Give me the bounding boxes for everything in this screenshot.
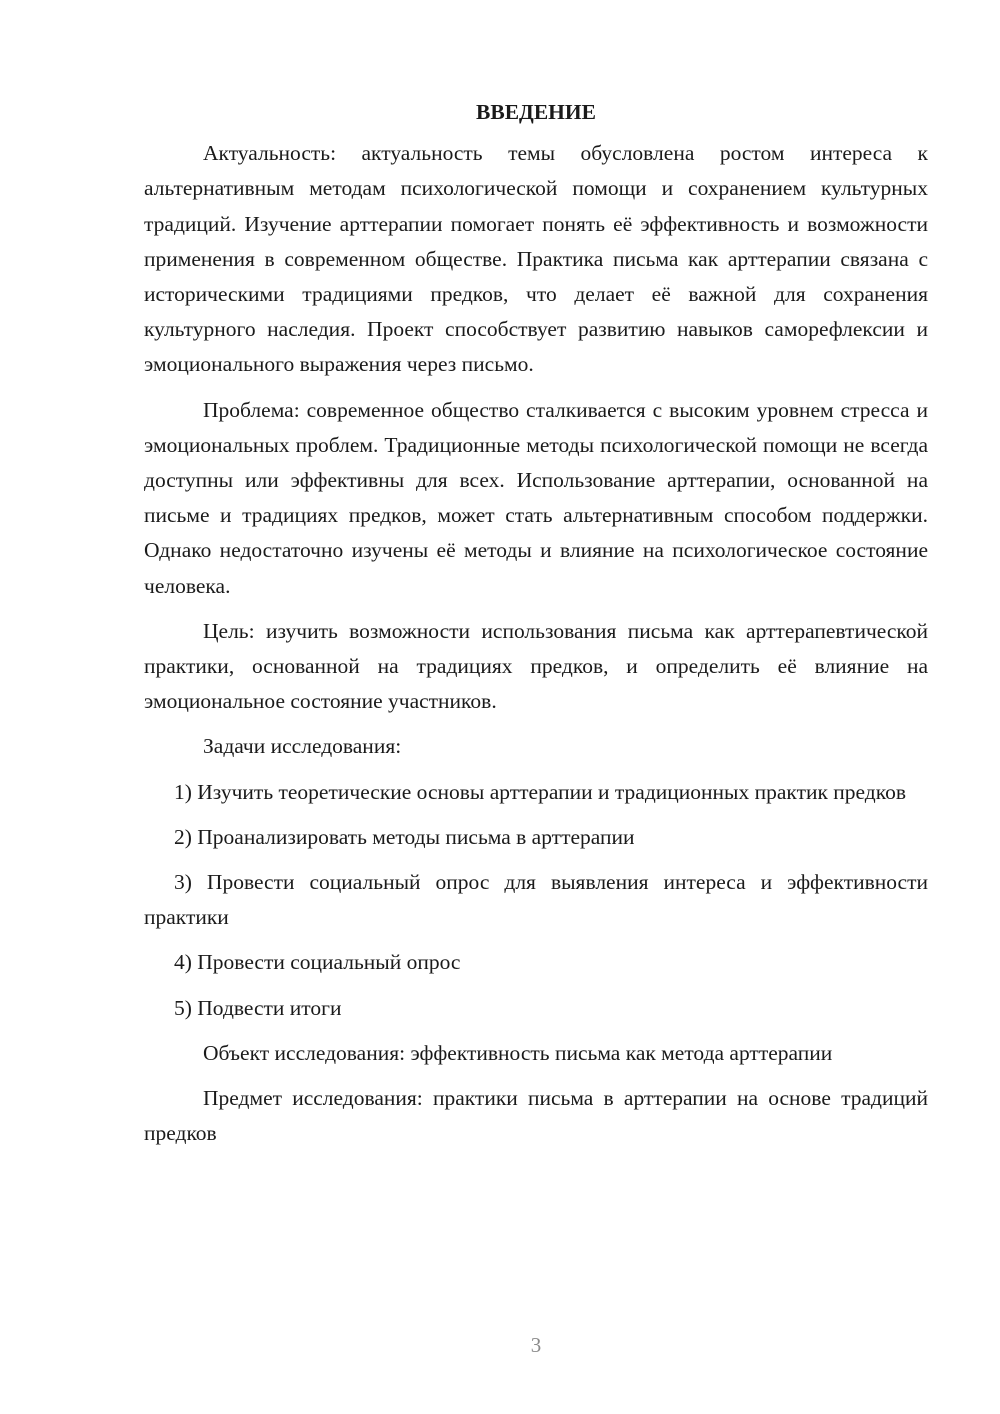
task-item-2: 2) Проанализировать методы письма в арттерапии: [174, 824, 635, 849]
problem-paragraph: Проблема: современное общество сталкивается с высоким уровнем стресса и эмоциональных проблем. Традиционные методы психологической помощи не всегда доступны или эффективны для всех. Использование арттерапии, основанной на письме и традициях предков, может стать альтернативным способом поддержки. Однако недостаточно изучены её методы и влияние на психологическое состояние человека.: [144, 397, 928, 598]
task-item-1: 1) Изучить теоретические основы арттерапии и традиционных практик предков: [174, 779, 906, 804]
task-item-4: 4) Провести социальный опрос: [174, 950, 461, 975]
task-item-5: 5) Подвести итоги: [174, 995, 342, 1020]
task-item-3: 3) Провести социальный опрос для выявления интереса и эффективности практики: [144, 870, 928, 930]
goal-paragraph: Цель: изучить возможности использования письма как арттерапевтической практики, основанной на традициях предков, и определить её влияние на эмоциональное состояние участников.: [144, 618, 928, 714]
page-number: 3: [530, 1333, 542, 1357]
subject-paragraph: Предмет исследования: практики письма в арттерапии на основе традиций предков: [144, 1086, 928, 1146]
page-title: ВВЕДЕНИЕ: [476, 100, 596, 124]
object-paragraph: Объект исследования: эффективность письма как метода арттерапии: [203, 1040, 833, 1065]
relevance-paragraph: Актуальность: актуальность темы обусловлена ростом интереса к альтернативным методам психологической помощи и сохранением культурных традиций. Изучение арттерапии помогает понять её эффективность и возможности применения в современном обществе. Практика письма как арттерапии связана с историческими традициями предков, что делает её важной для сохранения культурного наследия. Проект способствует развитию навыков саморефлексии и эмоционального выражения через письмо.: [144, 141, 928, 377]
tasks-heading: Задачи исследования:: [203, 734, 402, 759]
document-page: [144, 95, 928, 1161]
